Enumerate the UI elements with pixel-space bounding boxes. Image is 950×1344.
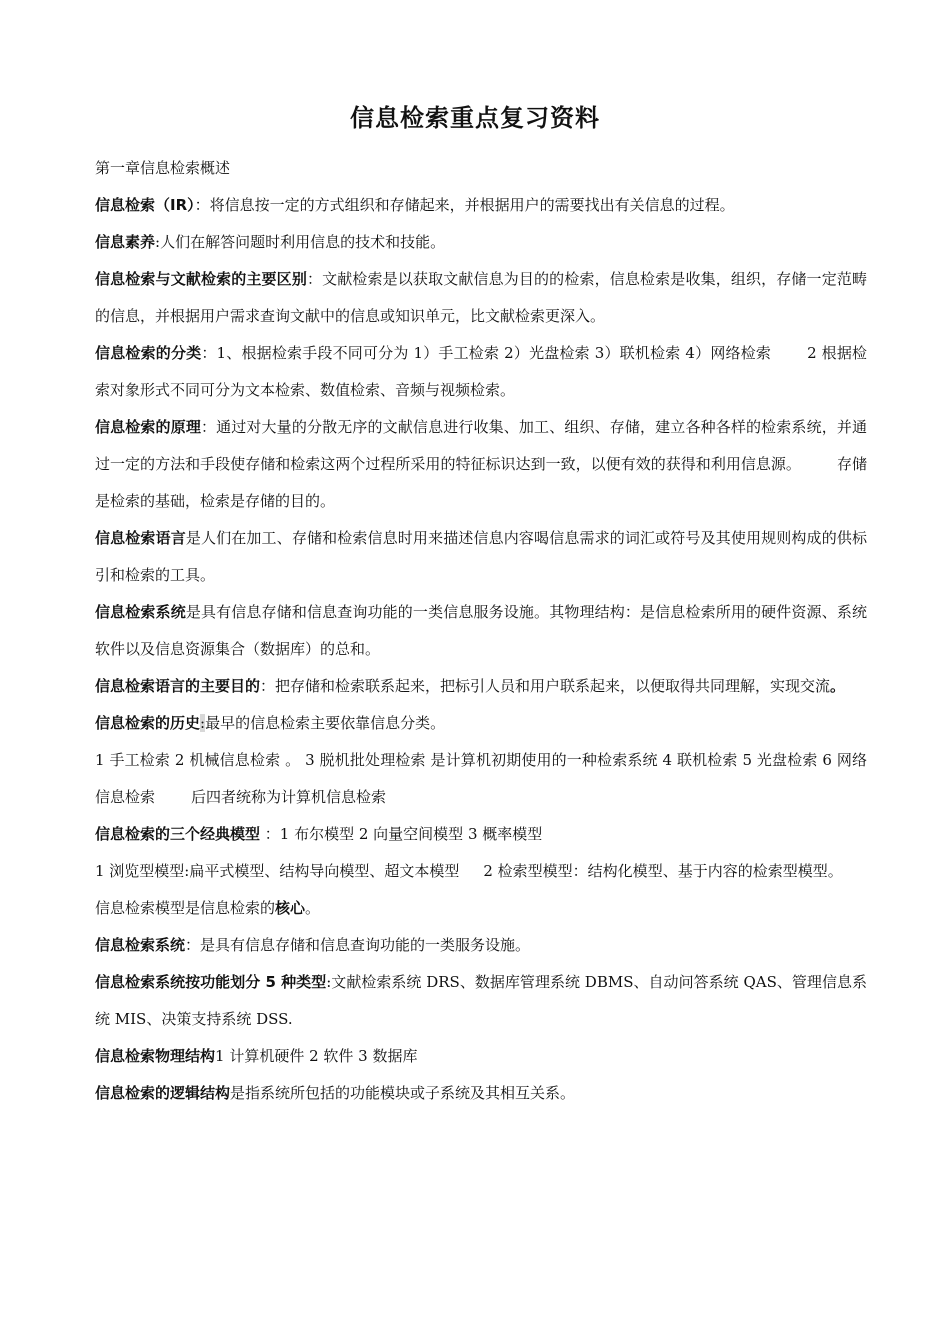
paragraph-text: 2 根据检索对象形式不同可分为文本检索、数值检索、音频与视频检索。 — [95, 344, 868, 399]
paragraph-text: 后四者统称为计算机信息检索 — [191, 788, 387, 806]
paragraph-text: ：1 布尔模型 2 向量空间模型 3 概率模型 — [260, 825, 543, 843]
term-label: 信息检索系统按功能划分 5 种类型 — [95, 973, 327, 991]
term-label: 信息检索物理结构 — [95, 1047, 216, 1065]
paragraph-logical-structure — [95, 1075, 867, 1112]
paragraph-physical-structure — [95, 1038, 867, 1075]
paragraph-ir-principle — [95, 409, 867, 520]
term-label: 信息检索系统 — [95, 936, 186, 954]
paragraph-text: 是人们在加工、存储和检索信息时用来描述信息内容喝信息需求的词汇或符号及其使用规则构成的供标引和检索的工具。 — [95, 529, 867, 584]
document-body — [95, 150, 867, 1112]
paragraph-ir-definition — [95, 187, 867, 224]
term-label: 信息素养 — [95, 233, 156, 251]
paragraph-text: 是指系统所包括的功能模块或子系统及其相互关系。 — [230, 1084, 576, 1102]
paragraph-text: ：1、根据检索手段不同可分为 1）手工检索 2）光盘检索 3）联机检索 4）网络检索 — [201, 344, 772, 362]
term-label: 信息检索系统 — [95, 603, 186, 621]
paragraph-model-core — [95, 890, 867, 927]
term-label: 信息检索（IR） — [95, 196, 195, 214]
paragraph-text: ：是具有信息存储和信息查询功能的一类服务设施。 — [185, 936, 531, 954]
chapter-heading: 第一章信息检索概述 — [95, 159, 231, 177]
paragraph-end: 。 — [830, 677, 846, 695]
term-label: 信息检索语言 — [95, 529, 186, 547]
paragraph-text: 2 检索型模型：结构化模型、基于内容的检索型模型。 — [483, 862, 843, 880]
paragraph-classic-models — [95, 816, 867, 853]
term-label: 信息检索的逻辑结构 — [95, 1084, 231, 1102]
paragraph-retrieval-system-2 — [95, 927, 867, 964]
term-label: 信息检索与文献检索的主要区别 — [95, 270, 307, 288]
paragraph-text: ：通过对大量的分散无序的文献信息进行收集、加工、组织、存储，建立各种各样的检索系统，并通过一定的方法和手段使存储和检索这两个过程所采用的特征标识达到一致，以便有效的获得和利用信息源。 — [95, 418, 867, 473]
paragraph-system-types — [95, 964, 867, 1038]
term-label: 信息检索的历史 — [95, 714, 201, 732]
paragraph-text: ：把存储和检索联系起来，把标引人员和用户联系起来，以便取得共同理解，实现交流 — [260, 677, 831, 695]
paragraph-text: :人们在解答问题时利用信息的技术和技能。 — [155, 233, 446, 251]
term-label: 信息检索语言的主要目的 — [95, 677, 261, 695]
document-title: 信息检索重点复习资料 — [350, 104, 600, 132]
selected-text: : — [200, 714, 206, 732]
paragraph-end: 。 — [305, 899, 321, 917]
paragraph-text: 是具有信息存储和信息查询功能的一类信息服务设施。其物理结构：是信息检索所用的硬件资源、系统软件以及信息资源集合（数据库）的总和。 — [95, 603, 867, 658]
paragraph-text: ：文献检索是以获取文献信息为目的的检索，信息检索是收集，组织，存储一定范畴的信息，并根据用户需求查询文献中的信息或知识单元，比文献检索更深入。 — [95, 270, 867, 325]
paragraph-ir-vs-document-retrieval — [95, 261, 867, 335]
paragraph-information-literacy — [95, 224, 867, 261]
paragraph-text: 最早的信息检索主要依靠信息分类。 — [205, 714, 446, 732]
paragraph-text: ：将信息按一定的方式组织和存储起来，并根据用户的需要找出有关信息的过程。 — [194, 196, 735, 214]
paragraph-text: :文献检索系统 DRS、数据库管理系统 DBMS、自动问答系统 QAS、管理信息系统 MIS、决策支持系统 DSS. — [95, 973, 867, 1028]
paragraph-ir-history — [95, 705, 867, 742]
paragraph-text: 存储是检索的基础，检索是存储的目的。 — [95, 455, 867, 510]
paragraph-text: 1 手工检索 2 机械信息检索 。 3 脱机批处理检索 是计算机初期使用的一种检索系统 4 联机检索 5 光盘检索 6 网络信息检索 — [95, 751, 867, 806]
term-label: 信息检索的原理 — [95, 418, 201, 436]
term-label: 信息检索的分类 — [95, 344, 202, 362]
paragraph-history-stages — [95, 742, 867, 816]
paragraph-retrieval-language — [95, 520, 867, 594]
paragraph-ir-classification — [95, 335, 867, 409]
term-label: 核心 — [275, 899, 306, 917]
paragraph-text: 1 浏览型模型:扁平式模型、结构导向模型、超文本模型 — [95, 862, 460, 880]
paragraph-model-types — [95, 853, 867, 890]
paragraph-text: 1 计算机硬件 2 软件 3 数据库 — [215, 1047, 418, 1065]
paragraph-text: 信息检索模型是信息检索的 — [95, 899, 276, 917]
paragraph-language-purpose — [95, 668, 867, 705]
term-label: 信息检索的三个经典模型 — [95, 825, 261, 843]
paragraph-retrieval-system — [95, 594, 867, 668]
